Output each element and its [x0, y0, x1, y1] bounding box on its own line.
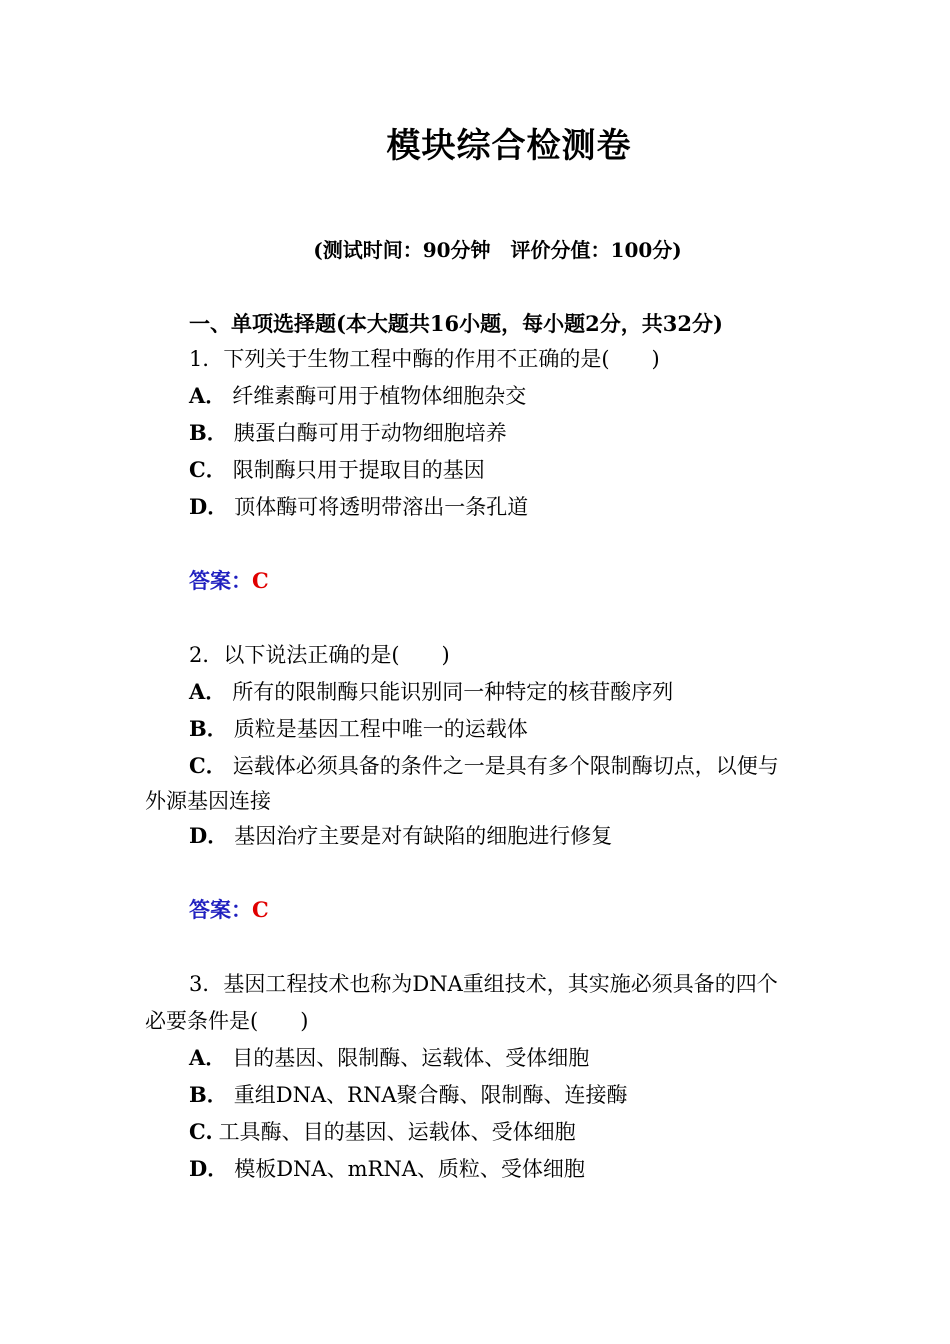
option-text: 质粒是基因工程中唯一的运载体 [233, 717, 528, 741]
option-letter: D． [189, 823, 229, 848]
option-text: 工具酶、目的基因、运载体、受体细胞 [218, 1120, 576, 1144]
option-letter: C. [189, 1119, 213, 1144]
option-letter: B． [189, 420, 228, 445]
option-text: 目的基因、限制酶、运载体、受体细胞 [232, 1046, 590, 1070]
question-3-stem-continued: 必要条件是( ) [145, 1009, 309, 1033]
question-1-stem: 1．下列关于生物工程中酶的作用不正确的是( ) [189, 347, 660, 371]
option-letter: A． [189, 1045, 227, 1070]
section-heading: 一、单项选择题(本大题共16小题，每小题2分，共32分) [189, 311, 723, 336]
question-3-option-d [189, 1155, 585, 1183]
exam-meta: (测试时间：90分钟 评价分值：100分) [313, 238, 682, 262]
option-letter: A． [189, 679, 227, 704]
option-letter: D． [189, 494, 229, 519]
option-letter: D． [189, 1156, 229, 1181]
question-2-option-c-continued: 外源基因连接 [145, 789, 271, 813]
question-3-stem: 3．基因工程技术也称为DNA重组技术，其实施必须具备的四个 [189, 972, 778, 996]
answer-value: C [252, 897, 269, 922]
option-letter: A． [189, 383, 227, 408]
option-text: 限制酶只用于提取目的基因 [232, 458, 485, 482]
question-3-option-a [189, 1044, 589, 1072]
option-text: 运载体必须具备的条件之一是具有多个限制酶切点，以便与 [232, 754, 779, 778]
answer-value: C [252, 568, 269, 593]
question-2-stem: 2．以下说法正确的是( ) [189, 643, 450, 667]
question-3-option-b [189, 1081, 627, 1109]
question-1-option-a [189, 382, 526, 410]
option-text: 重组DNA、RNA聚合酶、限制酶、连接酶 [233, 1083, 628, 1107]
answer-label: 答案： [189, 897, 252, 922]
question-2-option-c [189, 752, 779, 780]
option-letter: C． [189, 457, 227, 482]
option-text: 顶体酶可将透明带溶出一条孔道 [234, 495, 529, 519]
option-text: 胰蛋白酶可用于动物细胞培养 [233, 421, 507, 445]
page-title: 模块综合检测卷 [386, 126, 632, 166]
question-2-option-d [189, 822, 612, 850]
option-text: 所有的限制酶只能识别同一种特定的核苷酸序列 [232, 680, 674, 704]
option-letter: C． [189, 753, 227, 778]
option-text: 纤维素酶可用于植物体细胞杂交 [232, 384, 527, 408]
answer-label: 答案： [189, 568, 252, 593]
option-letter: B． [189, 1082, 228, 1107]
option-text: 模板DNA、mRNA、质粒、受体细胞 [234, 1157, 585, 1181]
question-2-option-b [189, 715, 528, 743]
question-1-option-b [189, 419, 507, 447]
question-1-option-d [189, 493, 528, 521]
option-text: 基因治疗主要是对有缺陷的细胞进行修复 [234, 824, 613, 848]
question-1-option-c [189, 456, 485, 484]
question-2-option-a [189, 678, 673, 706]
question-1-answer [189, 567, 269, 595]
question-3-option-c [189, 1118, 576, 1146]
question-2-answer [189, 896, 269, 924]
option-letter: B． [189, 716, 228, 741]
